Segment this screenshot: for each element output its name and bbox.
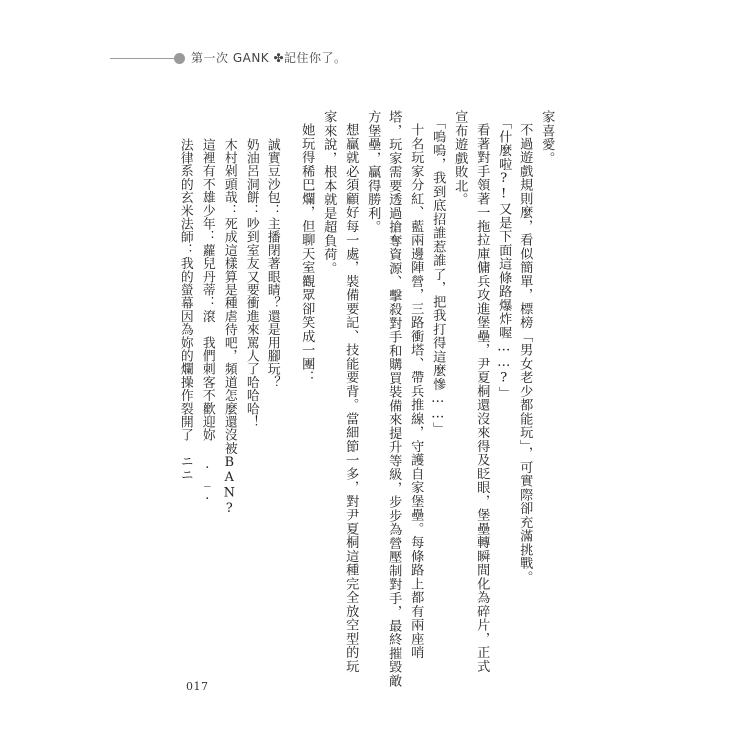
body-column: 想贏就必須顧好每一處，裝備要記、技能要背。當細節一多，對尹夏桐這種完全放空型的玩: [343, 123, 359, 673]
body-column: 「什麼啦?!又是下面這條路爆炸喔……?」: [496, 116, 512, 400]
body-column: 「嗚嗚，我到底招誰惹誰了，把我打得這麼慘……」: [430, 116, 446, 436]
body-column: 家喜愛。: [539, 110, 555, 165]
chat-message: 奶油呂洞餅：吵到室友又要衝進來罵人了哈哈哈！: [243, 138, 259, 429]
body-column: 宣布遊戲敗北。: [452, 110, 468, 207]
body-column: 方堡壘，贏得勝利。: [365, 110, 381, 234]
running-header: 第一次 GANK ✤記住你了。: [191, 51, 347, 65]
body-column: 十名玩家分紅、藍兩邊陣營，三路衝塔、帶兵推線，守護自家堡壘。每條路上都有兩座哨: [408, 123, 424, 660]
body-column: 看著對手領著一拖拉庫傭兵攻進堡壘，尹夏桐還沒來得及眨眼，堡壘轉瞬間化為碎片，正式: [474, 123, 490, 673]
header-rule: [110, 58, 174, 59]
body-column: 家來說，根本就是超負荷。: [321, 110, 337, 275]
chat-message: 法律系的玄米法師：我的螢幕因為妳的爛操作裂開了 ニニ: [177, 138, 193, 482]
page-number: 017: [186, 680, 209, 693]
body-column: 不過遊戲規則麼，看似簡單，標榜「男女老少都能玩」，可實際卻充滿挑戰。: [517, 123, 533, 584]
chat-message: 這裡有不雄少年：蘿兒丹蒂：滾 我們刺客不歡迎妳 ._.: [199, 138, 215, 504]
chat-message: 木村剁頭哉：死成這樣算是種虐待吧，頻道怎麼還沒被BAN?: [221, 138, 237, 517]
body-column: 她玩得稀巴爛，但聊天室觀眾卻笑成一團：: [299, 123, 315, 385]
chat-message: 誠實豆沙包：主播閉著眼睛？還是用腳玩？: [264, 138, 280, 389]
body-column: 塔，玩家需要透過搶奪資源、擊殺對手和購買裝備來提升等級，步步為營壓制對手，最終摧毀敵: [386, 110, 402, 688]
header-bullet-dot: [174, 53, 185, 64]
